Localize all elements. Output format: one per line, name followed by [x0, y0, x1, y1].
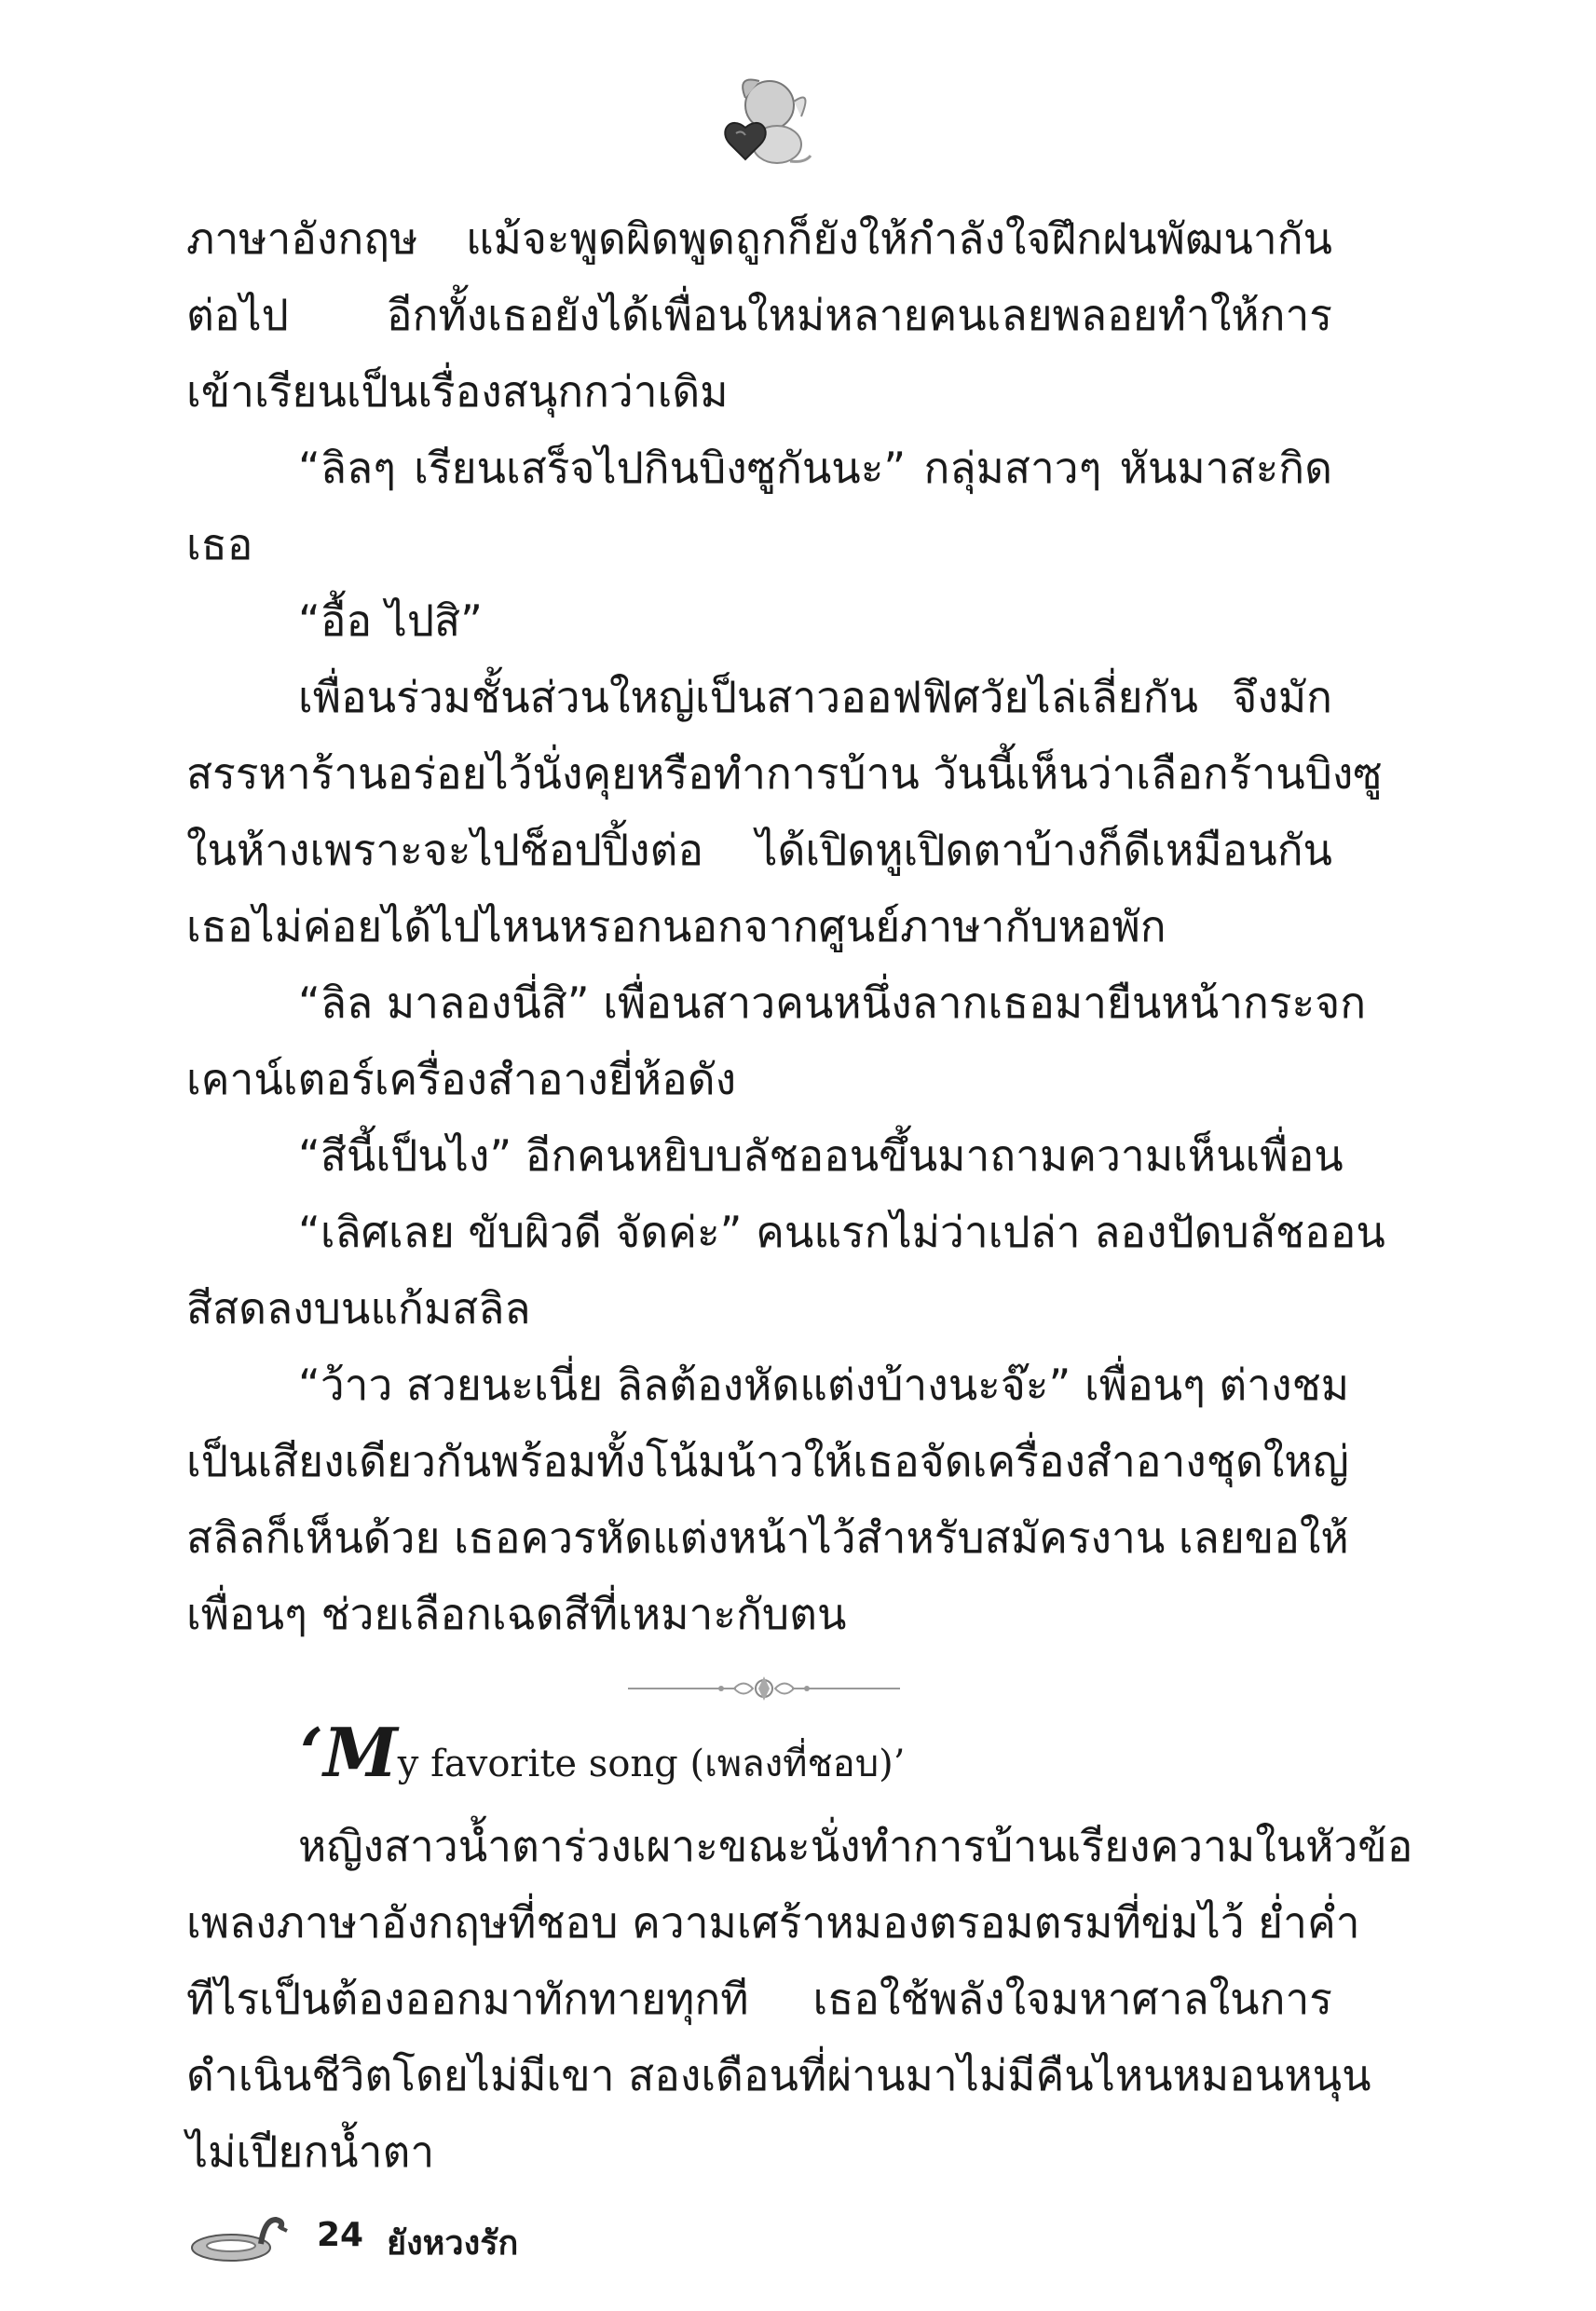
heading-title: y favorite song (เพลงที่ชอบ)’ — [397, 1743, 906, 1785]
paragraph — [186, 1347, 1350, 1652]
paragraph — [186, 200, 1332, 430]
book-title: ยังหวงรัก — [387, 2224, 519, 2263]
text-line: เธอไม่ค่อยได้ไปไหนหรอกนอกจากศูนย์ภาษากับหอพัก — [186, 901, 1166, 951]
text-line: เธอ — [186, 519, 253, 569]
text-line: เคาน์เตอร์เครื่องสำอางยี่ห้อดัง — [186, 1054, 737, 1104]
paragraph — [186, 582, 1332, 659]
text-line: “สีนี้เป็นไง” อีกคนหยิบบลัชออนขึ้นมาถามความเห็นเพื่อน — [298, 1130, 1344, 1181]
text-line: เพื่อนๆ ช่วยเลือกเฉดสีที่เหมาะกับตน — [186, 1589, 847, 1639]
ornamental-divider-icon — [624, 1673, 904, 1704]
text-line: สลิลก็เห็นด้วย เธอควรหัดแต่งหน้าไว้สำหรับสมัครงาน เลยขอให้ — [186, 1512, 1349, 1563]
text-line: ทีไรเป็นต้องออกมาทักทายทุกที เธอใช้พลังใจมหาศาลในการ — [186, 1974, 1332, 2024]
text-line: ไม่เปียกน้ำตา — [186, 2126, 435, 2177]
text-line: เพลงภาษาอังกฤษที่ชอบ ความเศร้าหมองตรอมตรมที่ข่มไว้ ย่ำค่ำ — [186, 1897, 1360, 1948]
body-text-section-2 — [186, 1808, 1413, 2190]
text-line: “ลิล มาลองนี่สิ” เพื่อนสาวคนหนึ่งลากเธอมายืนหน้ากระจก — [298, 978, 1367, 1028]
text-line: เข้าเรียนเป็นเรื่องสนุกกว่าเดิม — [186, 366, 729, 417]
page-number: 24 — [317, 2216, 364, 2254]
text-line: สรรหาร้านอร่อยไว้นั่งคุยหรือทำการบ้าน วันนี้เห็นว่าเลือกร้านบิงซู — [186, 748, 1383, 799]
paragraph — [186, 1194, 1385, 1347]
swan-float-icon — [186, 2210, 289, 2266]
text-line: เป็นเสียงเดียวกันพร้อมทั้งโน้มน้าวให้เธอจัดเครื่องสำอางชุดใหญ่ — [186, 1436, 1349, 1486]
section-heading — [300, 1713, 905, 1793]
cupid-heart-icon — [708, 70, 820, 172]
text-line: ภาษาอังกฤษ แม้จะพูดผิดพูดถูกก็ยังให้กำลังใจฝึกฝนพัฒนากัน — [186, 213, 1332, 264]
paragraph — [186, 1808, 1413, 2190]
paragraph — [186, 1117, 1344, 1194]
text-line: ในห้างเพราะจะไปช็อปปิ้งต่อ ได้เปิดหูเปิดตาบ้างก็ดีเหมือนกัน — [186, 825, 1332, 875]
text-line: ต่อไป อีกทั้งเธอยังได้เพื่อนใหม่หลายคนเลยพลอยทำให้การ — [186, 290, 1332, 340]
heading-drop-cap: ‘M — [300, 1713, 398, 1792]
text-line: “ลิลๆ เรียนเสร็จไปกินบิงซูกันนะ” กลุ่มสาวๆ หันมาสะกิด — [298, 443, 1332, 493]
paragraph — [186, 430, 1332, 582]
text-line: “ว้าว สวยนะเนี่ย ลิลต้องหัดแต่งบ้างนะจ๊ะ” เพื่อนๆ ต่างชม — [298, 1360, 1350, 1410]
text-line: ดำเนินชีวิตโดยไม่มีเขา สองเดือนที่ผ่านมาไม่มีคืนไหนหมอนหนุน — [186, 2050, 1371, 2100]
paragraph — [186, 964, 1367, 1117]
text-line: หญิงสาวน้ำตาร่วงเผาะขณะนั่งทำการบ้านเรียงความในหัวข้อ — [298, 1821, 1413, 1871]
paragraph — [186, 659, 1383, 964]
text-line: “อื้อ ไปสิ” — [298, 595, 483, 646]
body-text-section-1 — [186, 200, 1385, 1652]
text-line: เพื่อนร่วมชั้นส่วนใหญ่เป็นสาวออฟฟิศวัยไล่เลี่ยกัน จึงมัก — [298, 672, 1332, 722]
text-line: สีสดลงบนแก้มสลิล — [186, 1283, 531, 1333]
text-line: “เลิศเลย ขับผิวดี จัดค่ะ” คนแรกไม่ว่าเปล่า ลองปัดบลัชออน — [298, 1207, 1385, 1257]
